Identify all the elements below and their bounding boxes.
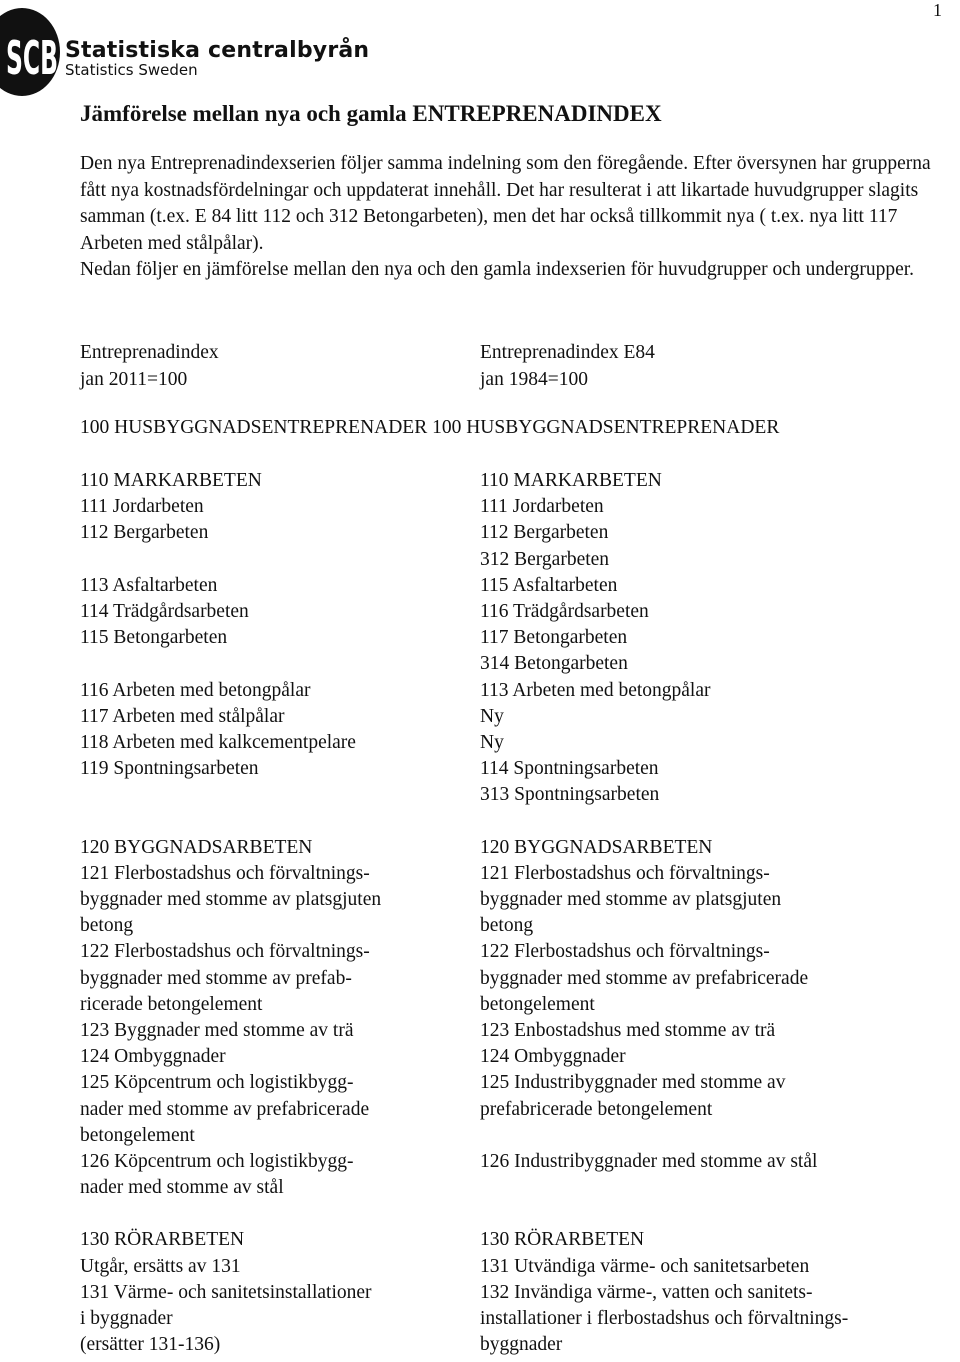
new-index-line: betongelement <box>80 1124 195 1146</box>
old-index-line: 130 RÖRARBETEN <box>480 1229 645 1251</box>
old-index-list <box>480 468 950 1358</box>
new-index-line <box>80 808 460 834</box>
old-index-line: 313 Spontningsarbeten <box>480 784 660 806</box>
old-index-line <box>480 1123 950 1149</box>
org-name-english: Statistics Sweden <box>65 61 198 79</box>
new-index-list <box>80 468 460 1358</box>
new-index-line: byggnader med stomme av platsgjuten <box>80 889 382 910</box>
new-index-line: nader med stomme av prefabricerade <box>80 1098 370 1120</box>
old-index-line: 116 Trädgårdsarbeten <box>480 600 649 622</box>
new-index-line: i byggnader <box>80 1308 173 1329</box>
new-index-line: byggnader med stomme av prefab- <box>80 967 352 989</box>
old-index-line: 312 Bergarbeten <box>480 548 610 570</box>
old-index-line: 131 Utvändiga värme- och sanitetsarbeten <box>480 1255 810 1277</box>
right-column-header <box>480 340 655 393</box>
old-index-line: installationer i flerbostadshus och förvaltnings- <box>480 1308 849 1329</box>
old-index-line: betong <box>480 915 534 937</box>
new-index-line <box>80 782 460 808</box>
new-index-line: 120 BYGGNADSARBETEN <box>80 836 313 858</box>
main-group-row: 100 HUSBYGGNADSENTREPRENADER 100 HUSBYGGNADSENTREPRENADER <box>80 417 780 438</box>
document-title: Jämförelse mellan nya och gamla ENTREPRENADINDEX <box>80 101 662 126</box>
new-index-line: 119 Spontningsarbeten <box>80 758 259 780</box>
new-index-line: 131 Värme- och sanitetsinstallationer <box>80 1281 372 1303</box>
old-index-line: byggnader med stomme av platsgjuten <box>480 889 782 910</box>
new-index-line: 112 Bergarbeten <box>80 522 209 544</box>
old-index-line: 125 Industribyggnader med stomme av <box>480 1072 786 1094</box>
new-index-line: 113 Asfaltarbeten <box>80 574 218 596</box>
old-index-line: 123 Enbostadshus med stomme av trä <box>480 1019 776 1041</box>
old-index-line: byggnader med stomme av prefabricerade <box>480 967 809 989</box>
old-index-line <box>480 1175 950 1201</box>
new-index-line: 116 Arbeten med betongpålar <box>80 679 311 701</box>
new-index-line: nader med stomme av stål <box>80 1177 284 1199</box>
intro-text <box>80 151 960 284</box>
new-index-line: 111 Jordarbeten <box>80 496 204 518</box>
new-index-line: 118 Arbeten med kalkcementpelare <box>80 731 356 753</box>
page-number: 1 <box>933 0 942 20</box>
new-index-line: 123 Byggnader med stomme av trä <box>80 1019 354 1041</box>
scb-emblem-icon <box>0 4 62 100</box>
old-index-line: 110 MARKARBETEN <box>480 470 662 491</box>
new-index-line: 122 Flerbostadshus och förvaltnings- <box>80 941 370 963</box>
old-index-line: 112 Bergarbeten <box>480 522 609 544</box>
new-index-line: 114 Trädgårdsarbeten <box>80 600 249 622</box>
new-index-line: 117 Arbeten med stålpålar <box>80 705 285 727</box>
old-index-line <box>480 1201 950 1227</box>
new-index-line: 110 MARKARBETEN <box>80 470 262 491</box>
intro-paragraph: Den nya Entreprenadindexserien följer samma indelning som den föregående. Efter översynen har grupperna fått nya kostnadsfördelningar och uppdaterat innehåll. Det har resulterat i att likartade huvudgrupper slagits samman (t.ex. E 84 litt 112 och 312 Betongarbeten), men det har också tillkommit nya ( t.ex. nya litt 117 Arbeten med stålpålar). <box>80 153 931 254</box>
new-index-line: betong <box>80 915 134 937</box>
old-index-line: byggnader <box>480 1334 563 1356</box>
old-index-line: 121 Flerbostadshus och förvaltnings- <box>480 862 770 884</box>
old-index-line: Ny <box>480 705 504 727</box>
old-index-line: 120 BYGGNADSARBETEN <box>480 836 713 858</box>
old-index-line: prefabricerade betongelement <box>480 1098 713 1120</box>
org-name: Statistiska centralbyrån <box>65 38 370 63</box>
old-index-line: 132 Invändiga värme-, vatten och sanitets- <box>480 1281 813 1303</box>
old-index-line <box>480 808 950 834</box>
old-index-line: 113 Arbeten med betongpålar <box>480 679 711 701</box>
scb-logo <box>0 4 370 100</box>
old-index-line: betongelement <box>480 993 595 1015</box>
svg-text:SCB: SCB <box>5 32 58 86</box>
new-index-line <box>80 547 460 573</box>
new-index-line: 121 Flerbostadshus och förvaltnings- <box>80 862 370 884</box>
old-index-line: 117 Betongarbeten <box>480 627 628 649</box>
old-index-line: 114 Spontningsarbeten <box>480 758 659 780</box>
old-index-line: 126 Industribyggnader med stomme av stål <box>480 1150 818 1172</box>
old-index-line: 122 Flerbostadshus och förvaltnings- <box>480 941 770 963</box>
right-header-title: Entreprenadindex E84 <box>480 342 655 363</box>
old-index-line: 314 Betongarbeten <box>480 653 628 675</box>
new-index-line: (ersätter 131-136) <box>80 1334 221 1356</box>
new-index-line <box>80 651 460 677</box>
old-index-line: 115 Asfaltarbeten <box>480 574 618 596</box>
intro-paragraph: Nedan följer en jämförelse mellan den nya och den gamla indexserien för huvudgrupper och undergrupper. <box>80 259 915 280</box>
new-index-line: 115 Betongarbeten <box>80 627 228 649</box>
left-header-title: Entreprenadindex <box>80 342 219 363</box>
old-index-line: Ny <box>480 731 504 753</box>
old-index-line: 111 Jordarbeten <box>480 496 604 518</box>
new-index-line: 126 Köpcentrum och logistikbygg- <box>80 1150 354 1172</box>
right-header-base: jan 1984=100 <box>480 368 588 390</box>
old-index-line: 124 Ombyggnader <box>480 1046 626 1068</box>
left-header-base: jan 2011=100 <box>80 368 188 390</box>
left-column-header <box>80 340 219 393</box>
new-index-line: ricerade betongelement <box>80 993 263 1015</box>
new-index-line: 124 Ombyggnader <box>80 1046 226 1068</box>
new-index-line <box>80 1201 460 1227</box>
new-index-line: Utgår, ersätts av 131 <box>80 1255 241 1277</box>
new-index-line: 130 RÖRARBETEN <box>80 1229 245 1251</box>
new-index-line: 125 Köpcentrum och logistikbygg- <box>80 1072 354 1094</box>
